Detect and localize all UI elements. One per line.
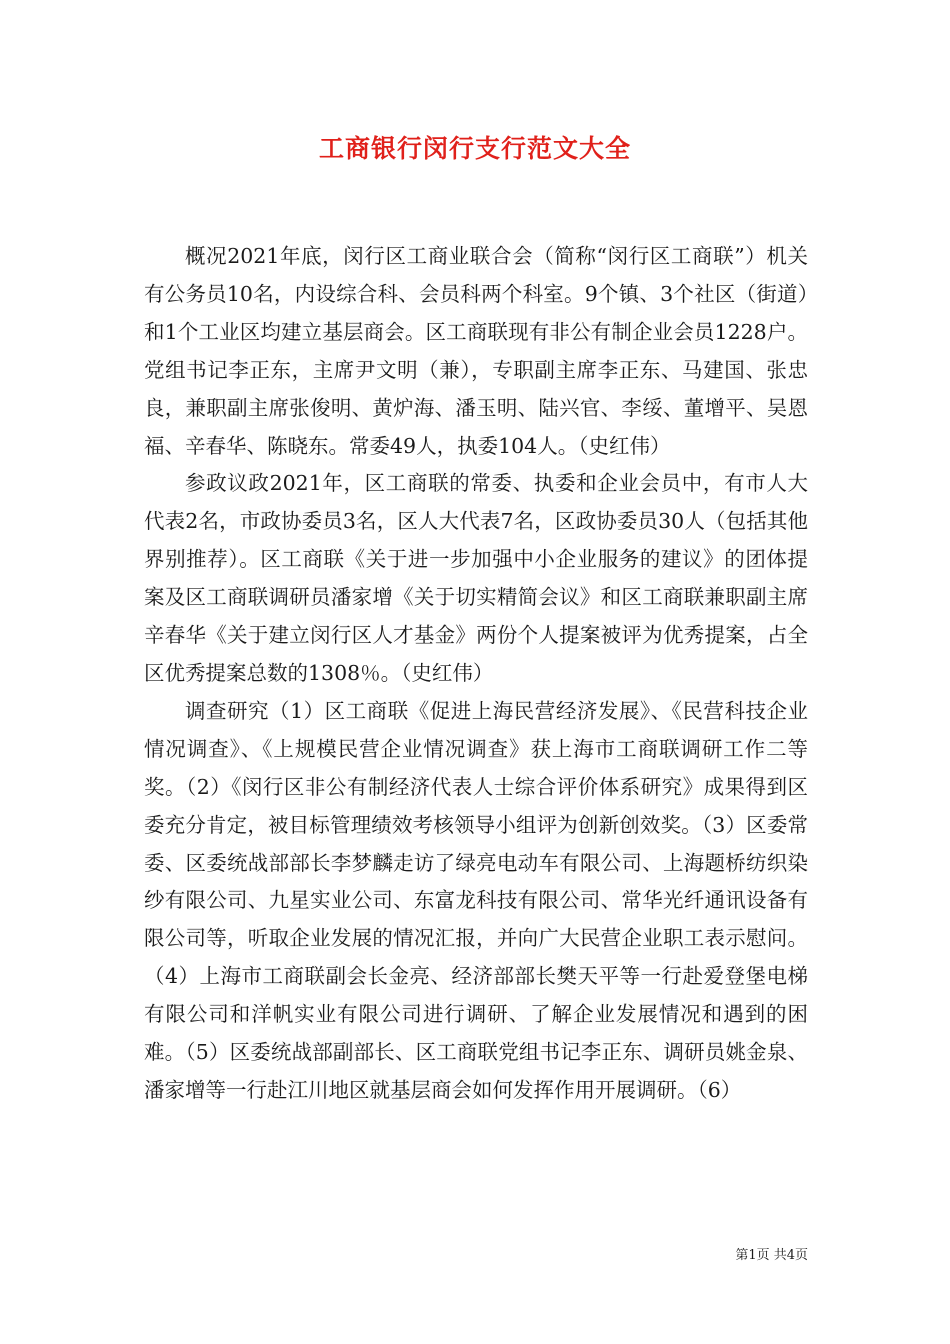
paragraph-political-participation: 参政议政2021年，区工商联的常委、执委和企业会员中，有市人大代表2名，市政协委员3名，区人大代表7名，区政协委员30人（包括其他界别推荐）。区工商联《关于进一步加强中小企业服务的建议》的团体提案及区工商联调研员潘家增《关于切实精简会议》和区工商联兼职副主席辛春华《关于建立闵行区人才基金》两份个人提案被评为优秀提案，占全区优秀提案总数的1308％。（史红伟） [144,471,808,685]
paragraph-overview: 概况2021年底，闵行区工商业联合会（简称“闵行区工商联”）机关有公务员10名，内设综合科、会员科两个科室。9个镇、3个社区（街道）和1个工业区均建立基层商会。区工商联现有非公有制企业会员1228户。党组书记李正东，主席尹文明（兼），专职副主席李正东、马建国、张忠良，兼职副主席张俊明、黄炉海、潘玉明、陆兴官、李绥、董增平、吴恩福、辛春华、陈晓东。常委49人，执委104人。（史红伟） [144,244,808,458]
document-body [144,238,808,1110]
paragraph-research: 调查研究（1）区工商联《促进上海民营经济发展》、《民营科技企业情况调查》、《上规模民营企业情况调查》获上海市工商联调研工作二等奖。（2）《闵行区非公有制经济代表人士综合评价体系研究》成果得到区委充分肯定，被目标管理绩效考核领导小组评为创新创效奖。（3）区委常委、区委统战部部长李梦麟走访了绿亮电动车有限公司、上海题桥纺织染纱有限公司、九星实业公司、东富龙科技有限公司、常华光纤通讯设备有限公司等，听取企业发展的情况汇报，并向广大民营企业职工表示慰问。（4）上海市工商联副会长金亮、经济部部长樊天平等一行赴爱登堡电梯有限公司和洋帆实业有限公司进行调研、了解企业发展情况和遇到的困难。（5）区委统战部副部长、区工商联党组书记李正东、调研员姚金泉、潘家增等一行赴江川地区就基层商会如何发挥作用开展调研。（6） [144,698,808,1102]
document-title: 工商银行闵行支行范文大全 [318,134,631,163]
page-number: 第1页 共4页 [735,1248,808,1263]
